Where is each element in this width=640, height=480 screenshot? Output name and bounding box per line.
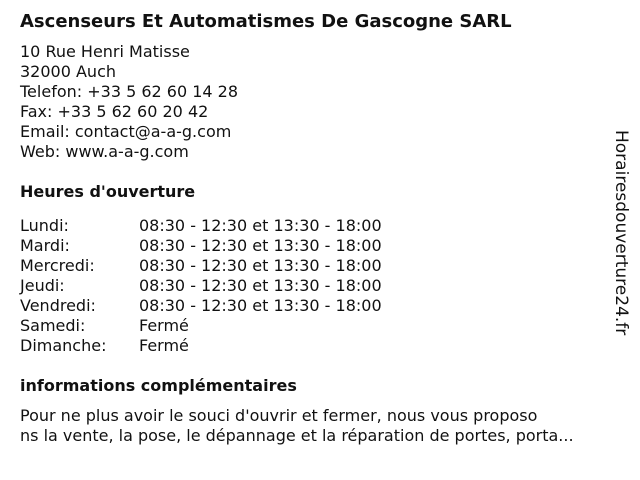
hours-day: Samedi: (20, 316, 86, 335)
hours-row (20, 296, 610, 316)
hours-time: 08:30 - 12:30 et 13:30 - 18:00 (139, 256, 382, 275)
hours-time: Fermé (139, 336, 189, 355)
info-title: informations complémentaires (20, 376, 297, 395)
fax-line: Fax: +33 5 62 60 20 42 (20, 102, 209, 121)
hours-time: 08:30 - 12:30 et 13:30 - 18:00 (139, 236, 382, 255)
phone-line: Telefon: +33 5 62 60 14 28 (20, 82, 239, 101)
site-watermark: Horairesdouverture24.fr (611, 130, 631, 336)
info-line-2: ns la vente, la pose, le dépannage et la réparation de portes, porta... (20, 426, 574, 445)
hours-day: Lundi: (20, 216, 69, 235)
contact-block (20, 42, 610, 162)
hours-row (20, 236, 610, 256)
hours-title: Heures d'ouverture (20, 182, 196, 201)
email-line: Email: contact@a-a-g.com (20, 122, 232, 141)
hours-time: 08:30 - 12:30 et 13:30 - 18:00 (139, 276, 382, 295)
hours-time: 08:30 - 12:30 et 13:30 - 18:00 (139, 296, 382, 315)
hours-day: Mardi: (20, 236, 70, 255)
hours-row (20, 336, 610, 356)
hours-time: 08:30 - 12:30 et 13:30 - 18:00 (139, 216, 382, 235)
address-street: 10 Rue Henri Matisse (20, 42, 190, 61)
hours-day: Vendredi: (20, 296, 96, 315)
web-line: Web: www.a-a-g.com (20, 142, 189, 161)
hours-table (20, 216, 610, 356)
address-city: 32000 Auch (20, 62, 117, 81)
info-text (20, 406, 610, 446)
hours-day: Mercredi: (20, 256, 95, 275)
hours-row (20, 316, 610, 336)
hours-time: Fermé (139, 316, 189, 335)
business-name: Ascenseurs Et Automatismes De Gascogne SARL (20, 11, 512, 32)
hours-row (20, 216, 610, 236)
business-card (20, 10, 610, 446)
hours-row (20, 256, 610, 276)
info-line-1: Pour ne plus avoir le souci d'ouvrir et fermer, nous vous proposo (20, 406, 538, 425)
hours-day: Jeudi: (20, 276, 65, 295)
hours-row (20, 276, 610, 296)
hours-day: Dimanche: (20, 336, 107, 355)
